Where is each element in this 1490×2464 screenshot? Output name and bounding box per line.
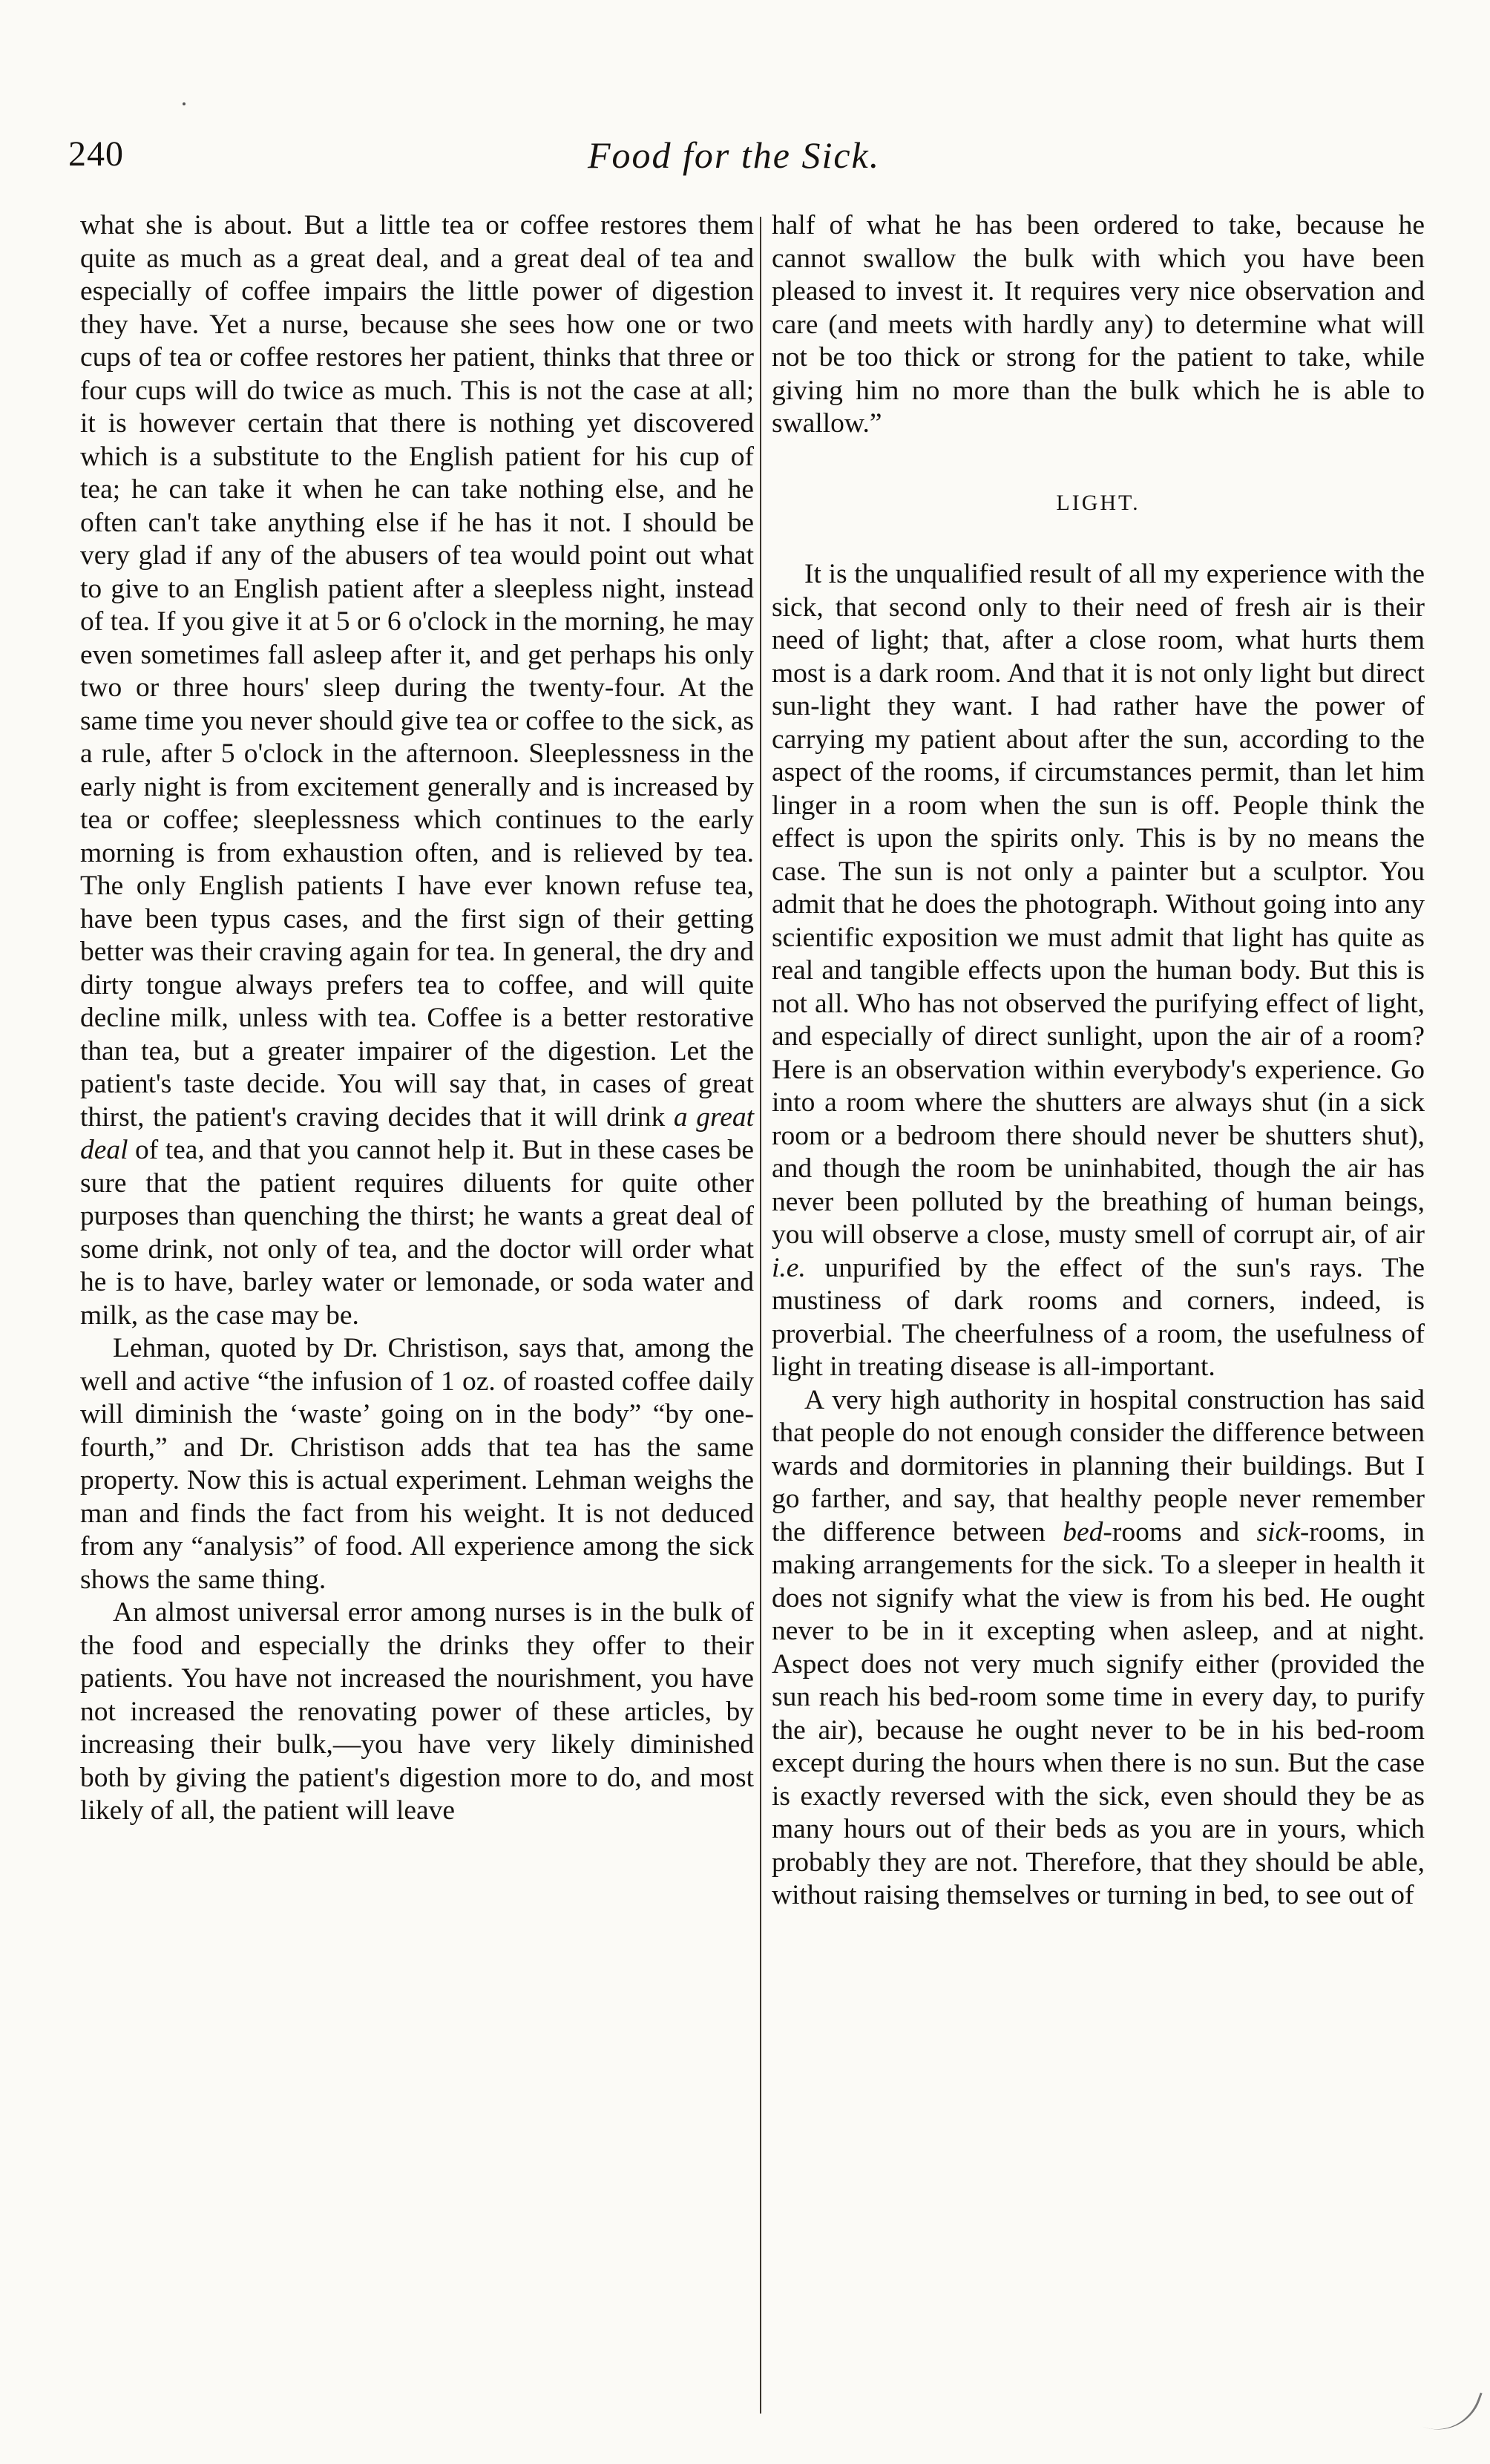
emphasis-text: a great deal <box>80 1101 755 1165</box>
left-paragraph-2: Lehman, quoted by Dr. Christison, says that, among the well and active “the infusion of 1 oz. of roasted coffee daily will diminish the ‘waste’ going on in the body” “by one-fourth,” and Dr. Christison adds that tea has the same property. Now this is actual experiment. Lehman weighs the man and finds the fact from his weight. It is not deduced from any “analysis” of food. All experience among the sick shows the same thing. <box>80 1333 754 1595</box>
emphasis-text: bed <box>1063 1516 1103 1547</box>
section-heading: LIGHT. <box>1056 490 1141 515</box>
page-number: 240 <box>68 134 124 174</box>
text-columns <box>80 209 1425 2428</box>
right-paragraph-2: It is the unqualified result of all my experience with the sick, that second only to their need of fresh air is their need of light; that, after a close room, what hurts them most is a dark room. And that it is not only light but direct sun-light they want. I had rather have the power of carrying my patient about after the sun, according to the aspect of the rooms, if circumstances permit, than let him linger in a room when the sun is off. People think the effect is upon the spirits only. This is by no means the case. The sun is not only a painter but a sculptor. You admit that he does the photograph. Without going into any scientific exposition we must admit that light has quite as real and tangible effects upon the human body. But this is not all. Who has not observed the purifying effect of light, and especially of direct sunlight, upon the air of a room? Here is an observation within everybody's experience. Go into a room where the shutters are always shut (in a sick room or a bedroom there should never be shutters shut), and though the room be uninhabited, though the air has never been polluted by the breathing of human beings, you will observe a close, musty smell of corrupt air, of air i.e. unpurified by the effect of the sun's rays. The mustiness of dark rooms and corners, indeed, is proverbial. The cheerfulness of a room, the usefulness of light in treating disease is all-important. <box>772 559 1425 1382</box>
emphasis-text: i.e. <box>772 1252 806 1283</box>
right-paragraph-3: A very high authority in hospital construction has said that people do not enough consider the difference between wards and dormitories in planning their buildings. But I go farther, and say, that healthy people never remember the difference between bed-rooms and sick-rooms, in making arrangements for the sick. To a sleeper in health it does not signify what the view is from his bed. He ought never to be in it excepting when asleep, and at night. Aspect does not very much signify either (provided the sun reach his bed-room some time in every day, to purify the air), because he ought never to be in his bed-room except during the hours when there is no sun. But the case is exactly reversed with the sick, even should they be as many hours out of their beds as you are in yours, which probably they are not. Therefore, that they should be able, without raising themselves or turning in bed, to see out of <box>772 1384 1425 1910</box>
page-header <box>68 134 1434 181</box>
right-column <box>772 209 1425 1913</box>
right-paragraph-1: half of what he has been ordered to take, because he cannot swallow the bulk with which you have been pleased to invest it. It requires very nice observation and care (and meets with hardly any) to determine what will not be too thick or strong for the patient to take, while giving him no more than the bulk which he is able to swallow.” <box>772 210 1425 439</box>
running-title: Food for the Sick. <box>588 134 881 176</box>
left-paragraph-3: An almost universal error among nurses is in the bulk of the food and especially the drinks they offer to their patients. You have not increased the nourishment, you have not increased the renovating power of these articles, by increasing their bulk,—you have very likely diminished both by giving the patient's digestion more to do, and most likely of all, the patient will leave <box>80 1597 754 1826</box>
ink-speck <box>183 102 186 105</box>
left-paragraph-1: what she is about. But a little tea or coffee restores them quite as much as a great deal, and a great deal of tea and especially of coffee impairs the little power of digestion they have. Yet a nurse, because she sees how one or two cups of tea or coffee restores her patient, thinks that three or four cups will do twice as much. This is not the case at all; it is however certain that there is nothing yet discovered which is a substitute to the English patient for his cup of tea; he can take it when he can take nothing else, and he often can't take anything else if he has it not. I should be very glad if any of the abusers of tea would point out what to give to an English patient after a sleepless night, instead of tea. If you give it at 5 or 6 o'clock in the morning, he may even sometimes fall asleep after it, and get perhaps his only two or three hours' sleep during the twenty-four. At the same time you never should give tea or coffee to the sick, as a rule, after 5 o'clock in the afternoon. Sleeplessness in the early night is from excitement generally and is increased by tea or coffee; sleeplessness which continues to the early morning is from exhaustion often, and is relieved by tea. The only English patients I have ever known refuse tea, have been typus cases, and the first sign of their getting better was their craving again for tea. In general, the dry and dirty tongue always prefers tea to coffee, and will quite decline milk, unless with tea. Coffee is a better restorative than tea, but a greater impairer of the digestion. Let the patient's taste decide. You will say that, in cases of great thirst, the patient's craving decides that it will drink a great deal of tea, and that you cannot help it. But in these cases be sure that the patient requires diluents for quite other purposes than quenching the thirst; he wants a great deal of some drink, not only of tea, and the doctor will order what he is to have, barley water or lemonade, or soda water and milk, as the case may be. <box>80 210 755 1331</box>
column-divider <box>760 217 761 2414</box>
emphasis-text: sick <box>1256 1516 1300 1547</box>
left-column <box>80 209 754 1828</box>
